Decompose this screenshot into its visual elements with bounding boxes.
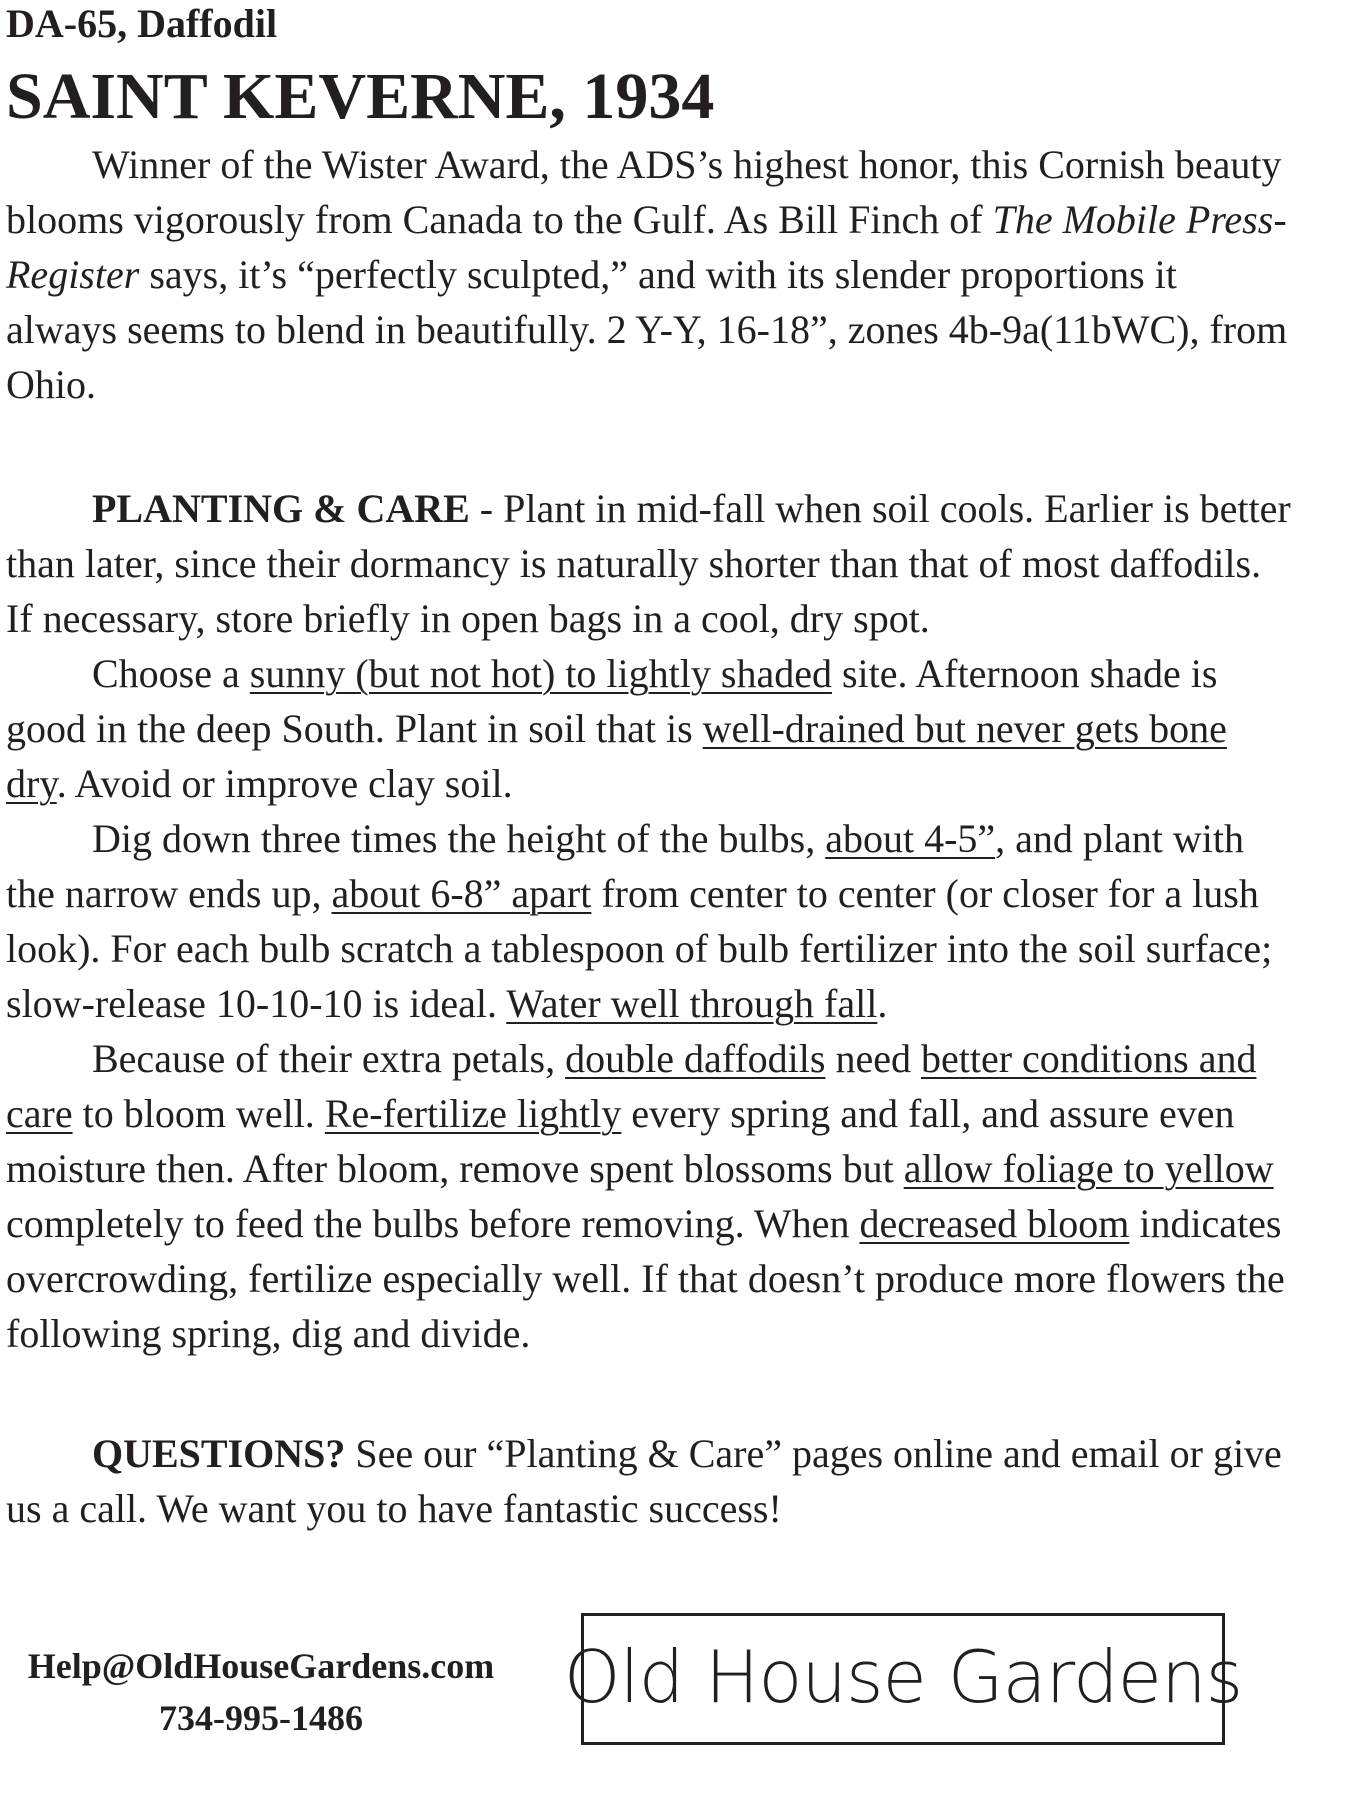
care-heading: PLANTING & CARE [92,486,470,531]
care-emphasis: decreased bloom [859,1201,1130,1246]
care-paragraph-2 [6,646,1296,811]
care-text: . Avoid or improve clay soil. [56,761,513,806]
intro-paragraph [6,137,1296,412]
care-paragraph-3 [6,811,1296,1031]
company-logo [563,1613,1243,1745]
care-text: , and plant with the narrow ends up, [6,816,1245,916]
care-emphasis: about 6-8” apart [331,871,592,916]
product-code: DA-65, Daffodil [6,1,278,46]
variety-title: SAINT KEVERNE, 1934 [6,60,715,133]
planting-care-section [6,481,1296,1361]
care-emphasis: sunny (but not hot) to lightly shaded [249,651,832,696]
intro-section [6,137,1296,412]
care-text: indicates overcrowding, fertilize especially well. If that doesn’t produce more flowers the following spring, dig and divide. [6,1201,1285,1356]
care-emphasis: well-drained but never gets bone dry [6,706,1227,806]
care-text: Because of their extra petals, [92,1036,566,1081]
care-emphasis: Re-fertilize lightly [324,1091,622,1136]
care-text: . [877,981,888,1026]
contact-block [6,1640,516,1744]
care-emphasis: about 4-5” [825,816,996,861]
care-paragraph-4 [6,1031,1296,1361]
logo-wordmark [563,1629,1243,1729]
questions-heading: QUESTIONS? [92,1431,346,1476]
phone-number: 734-995-1486 [159,1698,363,1738]
care-emphasis: allow foliage to yellow [903,1146,1274,1191]
logo-text: Old House Gardens [563,1635,1243,1719]
intro-text-2: says, it’s “perfectly sculpted,” and with its slender proportions it always seems to blend in beautifully. 2 Y-Y, 16-18”, zones 4b-9a(11bWC), from Ohio. [6,252,1288,407]
care-text: from center to center (or closer for a lush look). For each bulb scratch a tablespoon of bulb fertilizer into the soil surface; slow-release 10-10-10 is ideal. [6,871,1273,1026]
care-text: Dig down three times the height of the bulbs, [92,816,826,861]
questions-section [6,1426,1296,1536]
care-emphasis: double daffodils [565,1036,826,1081]
care-text-1: - Plant in mid-fall when soil cools. Earlier is better than later, since their dormancy is naturally shorter than that of most daffodils. If necessary, store briefly in open bags in a cool, dry spot. [6,486,1291,641]
care-text: completely to feed the bulbs before removing. When [6,1201,860,1246]
questions-text: See our “Planting & Care” pages online and email or give us a call. We want you to have fantastic success! [6,1431,1282,1531]
care-text: every spring and fall, and assure even moisture then. After bloom, remove spent blossoms but [6,1091,1235,1191]
care-text: site. Afternoon shade is good in the deep South. Plant in soil that is [6,651,1218,751]
care-emphasis: better conditions and care [6,1036,1257,1136]
questions-paragraph [6,1426,1296,1536]
care-paragraph-1 [6,481,1296,646]
care-text: need [825,1036,921,1081]
email-link[interactable]: Help@OldHouseGardens.com [27,1646,495,1686]
care-text: to bloom well. [72,1091,325,1136]
care-text: Choose a [92,651,250,696]
care-emphasis: Water well through fall [506,981,878,1026]
publication-name: The Mobile Press-Register [6,197,1287,297]
intro-text-1: Winner of the Wister Award, the ADS’s highest honor, this Cornish beauty blooms vigorously from Canada to the Gulf. As Bill Finch of [6,142,1282,242]
